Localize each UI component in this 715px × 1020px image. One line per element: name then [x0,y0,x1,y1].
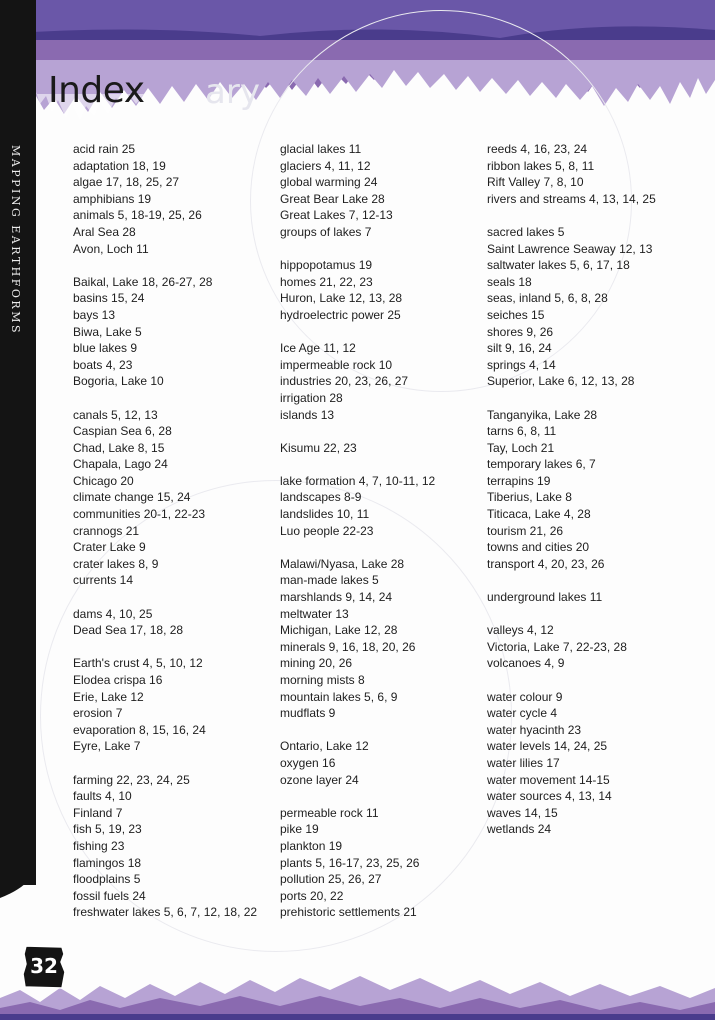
ghost-title: ary [205,72,260,112]
index-entry: underground lakes 11 [487,590,603,605]
index-entry: crannogs 21 [73,523,140,538]
index-entry: irrigation 28 [280,390,343,405]
index-entry: erosion 7 [73,706,123,721]
index-entry: amphibians 19 [73,191,152,206]
index-entry: man-made lakes 5 [280,573,379,588]
index-entry: Avon, Loch 11 [73,241,149,256]
letter-gap [487,572,689,589]
index-entry: global warming 24 [280,175,378,190]
index-entry: ports 20, 22 [280,888,344,903]
index-entry: silt 9, 16, 24 [487,341,552,356]
index-entry: bays 13 [73,307,116,322]
index-entry: water levels 14, 24, 25 [487,739,608,754]
index-entry: saltwater lakes 5, 6, 17, 18 [487,258,630,273]
index-entry: canals 5, 12, 13 [73,407,158,422]
index-entry: Tay, Loch 21 [487,440,555,455]
letter-gap [280,324,482,341]
index-entry: tourism 21, 26 [487,523,564,538]
letter-gap [73,257,275,274]
index-entry: plants 5, 16-17, 23, 25, 26 [280,855,420,870]
index-entry: valleys 4, 12 [487,623,554,638]
index-column-3 [487,141,689,838]
index-entry: sacred lakes 5 [487,224,565,239]
index-entry: faults 4, 10 [73,789,132,804]
section-label: MAPPING EARTHFORMS [9,145,22,335]
index-entry: marshlands 9, 14, 24 [280,590,393,605]
index-entry: water cycle 4 [487,706,558,721]
index-entry: Chicago 20 [73,473,134,488]
index-entry: Malawi/Nyasa, Lake 28 [280,556,405,571]
index-entry: lake formation 4, 7, 10-11, 12 [280,473,436,488]
index-entry: Ontario, Lake 12 [280,739,369,754]
page-number: 32 [30,954,58,978]
index-entry: Rift Valley 7, 8, 10 [487,175,584,190]
index-entry: crater lakes 8, 9 [73,556,159,571]
index-entry: transport 4, 20, 23, 26 [487,556,605,571]
index-entry: mountain lakes 5, 6, 9 [280,689,398,704]
index-entry: currents 14 [73,573,134,588]
index-entry: ozone layer 24 [280,772,359,787]
index-entry: Kisumu 22, 23 [280,440,357,455]
index-entry: islands 13 [280,407,335,422]
index-entry: temporary lakes 6, 7 [487,457,596,472]
letter-gap [487,207,689,224]
index-entry: water sources 4, 13, 14 [487,789,612,804]
index-entry: impermeable rock 10 [280,357,393,372]
index-column-1 [73,141,275,921]
index-entry: basins 15, 24 [73,291,145,306]
index-entry: landslides 10, 11 [280,507,370,522]
index-entry: fishing 23 [73,838,125,853]
index-entry: homes 21, 22, 23 [280,274,373,289]
index-entry: Tiberius, Lake 8 [487,490,572,505]
index-entry: Superior, Lake 6, 12, 13, 28 [487,374,635,389]
index-entry: Earth's crust 4, 5, 10, 12 [73,656,203,671]
index-entry: acid rain 25 [73,142,136,156]
index-entry: floodplains 5 [73,872,141,887]
index-entry: Aral Sea 28 [73,224,136,239]
index-entry: landscapes 8-9 [280,490,362,505]
index-entry: mining 20, 26 [280,656,353,671]
index-entry: communities 20-1, 22-23 [73,507,206,522]
index-entry: Eyre, Lake 7 [73,739,141,754]
index-entry: blue lakes 9 [73,341,138,356]
index-entry: fossil fuels 24 [73,888,146,903]
index-entry: Ice Age 11, 12 [280,341,356,356]
index-entry: industries 20, 23, 26, 27 [280,374,409,389]
index-entry: groups of lakes 7 [280,224,372,239]
index-entry: seals 18 [487,274,532,289]
index-entry: Tanganyika, Lake 28 [487,407,598,422]
index-entry: rivers and streams 4, 13, 14, 25 [487,191,656,206]
index-entry: water colour 9 [487,689,563,704]
index-entry: climate change 15, 24 [73,490,191,505]
index-entry: reeds 4, 16, 23, 24 [487,142,588,156]
index-entry: flamingos 18 [73,855,142,870]
index-entry: ribbon lakes 5, 8, 11 [487,158,595,173]
index-entry: water lilies 17 [487,755,560,770]
index-entry: minerals 9, 16, 18, 20, 26 [280,639,416,654]
index-entry: terrapins 19 [487,473,551,488]
index-entry: seas, inland 5, 6, 8, 28 [487,291,608,306]
index-entry: Chad, Lake 8, 15 [73,440,165,455]
letter-gap [280,539,482,556]
index-entry: dams 4, 10, 25 [73,606,153,621]
letter-gap [73,755,275,772]
index-entry: Great Lakes 7, 12-13 [280,208,393,223]
index-entry: animals 5, 18-19, 25, 26 [73,208,202,223]
index-entry: Chapala, Lago 24 [73,457,168,472]
index-entry: towns and cities 20 [487,540,590,555]
index-entry: Elodea crispa 16 [73,673,163,687]
index-entry: permeable rock 11 [280,805,379,820]
index-entry: Erie, Lake 12 [73,689,144,704]
index-entry: Caspian Sea 6, 28 [73,424,172,439]
letter-gap [487,672,689,689]
spine-curve [0,860,60,900]
index-entry: evaporation 8, 15, 16, 24 [73,722,206,737]
index-entry: mudflats 9 [280,706,336,721]
index-entry: Great Bear Lake 28 [280,191,385,206]
index-entry: Baikal, Lake 18, 26-27, 28 [73,274,213,289]
letter-gap [280,241,482,258]
letter-gap [487,606,689,623]
section-spine [0,0,36,885]
index-entry: oxygen 16 [280,755,336,770]
index-entry: shores 9, 26 [487,324,554,339]
index-entry: Crater Lake 9 [73,540,146,555]
letter-gap [280,423,482,440]
index-entry: meltwater 13 [280,606,349,621]
index-entry: farming 22, 23, 24, 25 [73,772,190,787]
index-entry: wetlands 24 [487,822,552,837]
index-entry: plankton 19 [280,838,343,853]
page-title: Index [48,70,145,111]
letter-gap [73,639,275,656]
letter-gap [280,456,482,473]
index-entry: Bogoria, Lake 10 [73,374,164,389]
letter-gap [280,722,482,739]
index-entry: hippopotamus 19 [280,258,373,273]
index-entry: algae 17, 18, 25, 27 [73,175,180,190]
index-entry: water movement 14-15 [487,772,610,787]
index-entry: seiches 15 [487,307,545,322]
index-entry: fish 5, 19, 23 [73,822,142,837]
index-entry: glacial lakes 11 [280,142,362,156]
index-entry: Dead Sea 17, 18, 28 [73,623,184,638]
index-entry: boats 4, 23 [73,357,133,372]
index-entry: adaptation 18, 19 [73,158,166,173]
letter-gap [280,788,482,805]
index-entry: Finland 7 [73,805,123,820]
index-entry: pollution 25, 26, 27 [280,872,382,887]
letter-gap [487,390,689,407]
index-entry: Biwa, Lake 5 [73,324,142,339]
index-entry: glaciers 4, 11, 12 [280,158,371,173]
index-entry: freshwater lakes 5, 6, 7, 12, 18, 22 [73,905,258,920]
index-entry: waves 14, 15 [487,805,558,820]
index-entry: water hyacinth 23 [487,722,582,737]
index-entry: Luo people 22-23 [280,523,374,538]
index-entry: Saint Lawrence Seaway 12, 13 [487,241,653,256]
index-entry: hydroelectric power 25 [280,307,401,322]
index-entry: Victoria, Lake 7, 22-23, 28 [487,639,627,654]
letter-gap [73,589,275,606]
index-entry: pike 19 [280,822,319,837]
index-entry: prehistoric settlements 21 [280,905,417,920]
index-column-2 [280,141,482,921]
index-entry: tarns 6, 8, 11 [487,424,557,439]
index-entry: volcanoes 4, 9 [487,656,565,671]
index-entry: springs 4, 14 [487,357,556,372]
index-entry: Huron, Lake 12, 13, 28 [280,291,403,306]
letter-gap [73,390,275,407]
page-number-badge [22,944,66,990]
bottom-banner [0,960,715,1020]
index-entry: morning mists 8 [280,673,365,687]
index-entry: Titicaca, Lake 4, 28 [487,507,591,522]
index-entry: Michigan, Lake 12, 28 [280,623,398,638]
